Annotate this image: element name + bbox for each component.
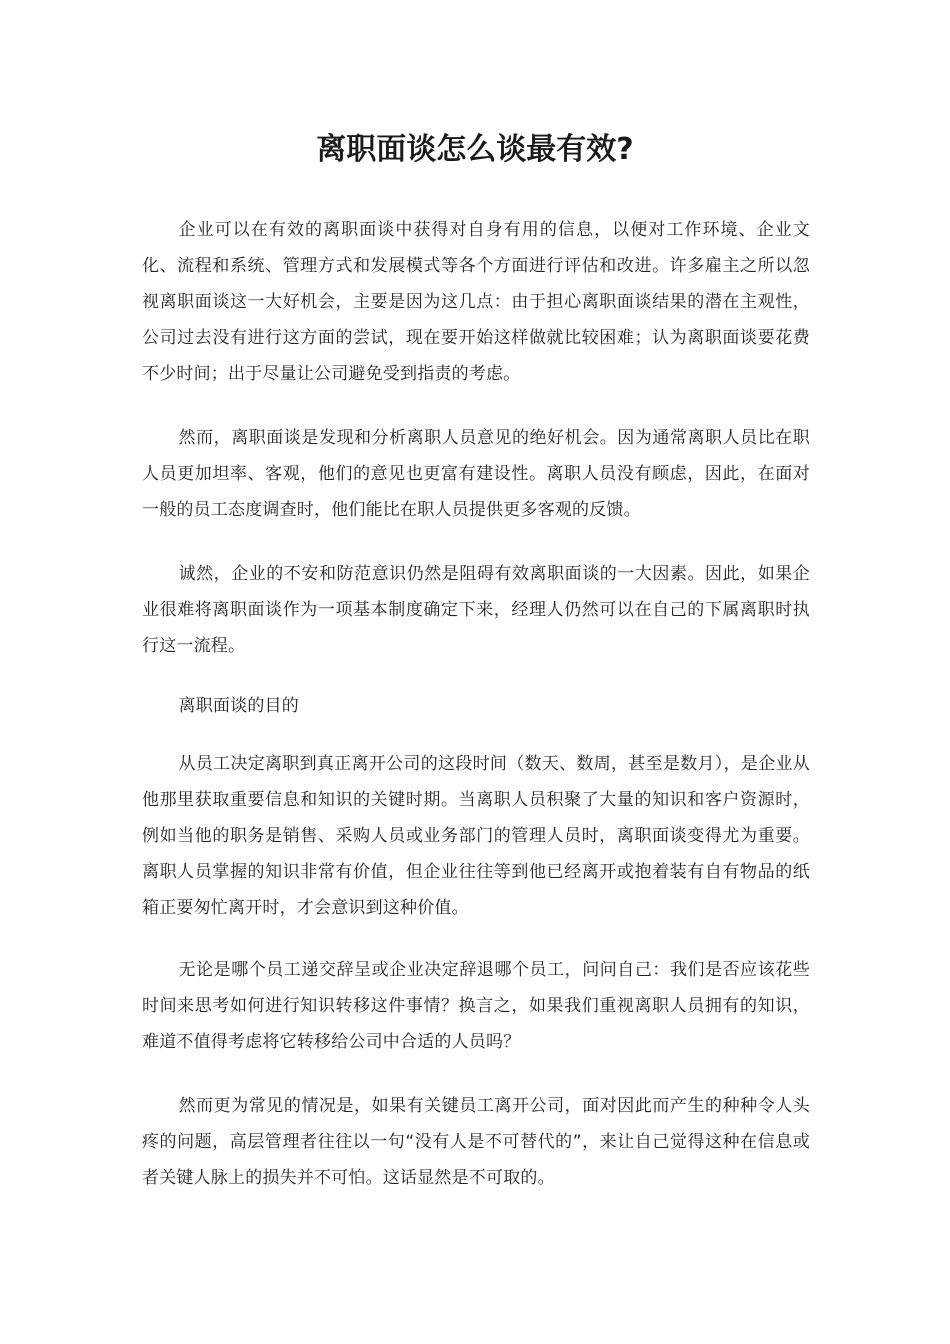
paragraph-intro: 企业可以在有效的离职面谈中获得对自身有用的信息，以便对工作环境、企业文化、流程和系统、管理方式和发展模式等各个方面进行评估和改进。许多雇主之所以忽视离职面谈这一大好机会，主要是因为这几点：由于担心离职面谈结果的潜在主观性，公司过去没有进行这方面的尝试，现在要开始这样做就比较困难；认为离职面谈要花费不少时间；出于尽量让公司避免受到指责的考虑。	[142, 220, 810, 384]
paragraph-opportunity: 然而，离职面谈是发现和分析离职人员意见的绝好机会。因为通常离职人员比在职人员更加坦率、客观，他们的意见也更富有建设性。离职人员没有顾虑，因此，在面对一般的员工态度调查时，他们能比在职人员提供更多客观的反馈。	[142, 428, 810, 520]
paragraph-knowledge-transfer: 无论是哪个员工递交辞呈或企业决定辞退哪个员工，问问自己：我们是否应该花些时间来思考如何进行知识转移这件事情？换言之，如果我们重视离职人员拥有的知识，难道不值得考虑将它转移给公司中合适的人员吗？	[142, 960, 810, 1052]
paragraph-obstacles: 诚然，企业的不安和防范意识仍然是阻碍有效离职面谈的一大因素。因此，如果企业很难将离职面谈作为一项基本制度确定下来，经理人仍然可以在自己的下属离职时执行这一流程。	[142, 564, 810, 656]
paragraph-common-situation: 然而更为常见的情况是，如果有关键员工离开公司，面对因此而产生的种种令人头疼的问题，高层管理者往往以一句“没有人是不可替代的”，来让自己觉得这种在信息或者关键人脉上的损失并不可怕。这话显然是不可取的。	[142, 1096, 810, 1188]
document-title: 离职面谈怎么谈最有效?	[316, 132, 634, 167]
paragraph-key-period: 从员工决定离职到真正离开公司的这段时间（数天、数周，甚至是数月），是企业从他那里获取重要信息和知识的关键时期。当离职人员积聚了大量的知识和客户资源时，例如当他的职务是销售、采购人员或业务部门的管理人员时，离职面谈变得尤为重要。离职人员掌握的知识非常有价值，但企业往往等到他已经离开或抱着装有自有物品的纸箱正要匆忙离开时，才会意识到这种价值。	[142, 754, 810, 918]
section-heading-purpose: 离职面谈的目的	[178, 696, 299, 716]
